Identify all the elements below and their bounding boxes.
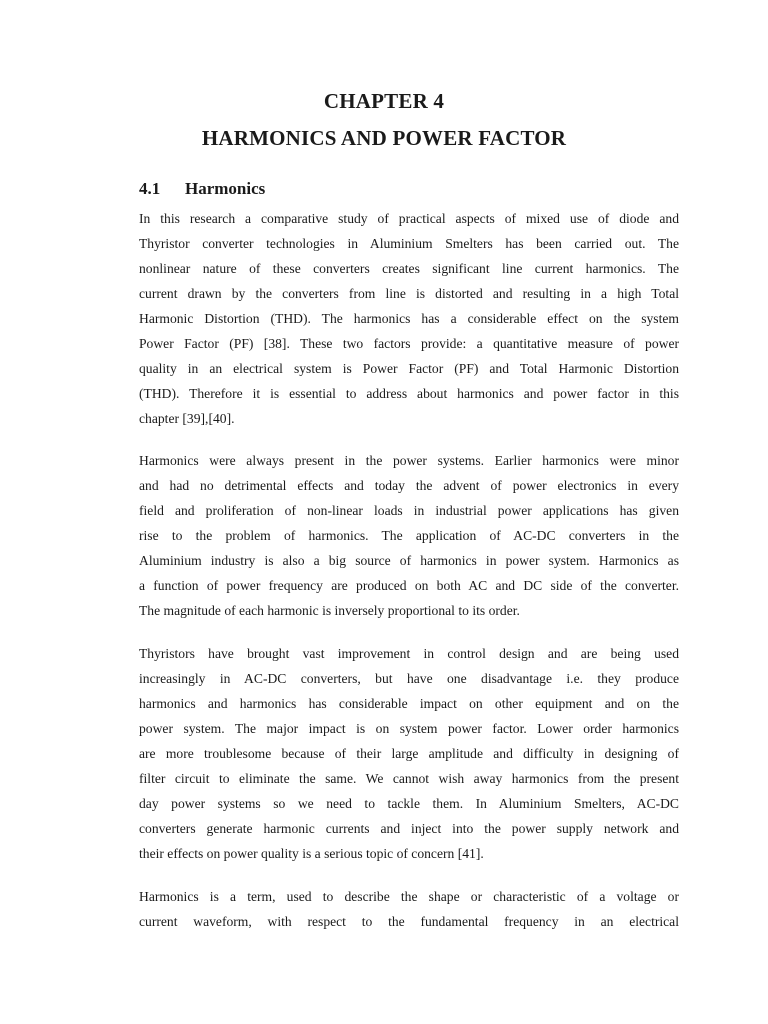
section-title: Harmonics <box>185 179 266 198</box>
paragraph-line: current drawn by the converters from line is distorted and resulting in a high Total <box>139 286 679 301</box>
paragraph-line: chapter [39],[40]. <box>139 411 235 426</box>
paragraph-line: a function of power frequency are produced on both AC and DC side of the converter. <box>139 578 679 593</box>
paragraph-line: and had no detrimental effects and today the advent of power electronics in every <box>139 478 679 493</box>
paragraph-line: day power systems so we need to tackle them. In Aluminium Smelters, AC-DC <box>139 796 679 811</box>
paragraph-line: harmonics and harmonics has considerable impact on other equipment and on the <box>139 696 679 711</box>
paragraph-line: Harmonic Distortion (THD). The harmonics has a considerable effect on the system <box>139 311 679 326</box>
paragraph-1 <box>139 206 679 431</box>
paragraph-line: The magnitude of each harmonic is inversely proportional to its order. <box>139 603 520 618</box>
paragraph-3 <box>139 641 679 866</box>
paragraph-line: In this research a comparative study of practical aspects of mixed use of diode and <box>139 211 679 226</box>
section-number: 4.1 <box>139 179 161 198</box>
paragraph-line: Harmonics is a term, used to describe the shape or characteristic of a voltage or <box>139 889 679 904</box>
paragraph-line: (THD). Therefore it is essential to address about harmonics and power factor in this <box>139 386 679 401</box>
section-heading <box>139 178 265 200</box>
paragraph-line: filter circuit to eliminate the same. We cannot wish away harmonics from the present <box>139 771 679 786</box>
paragraph-line: quality in an electrical system is Power Factor (PF) and Total Harmonic Distortion <box>139 361 679 376</box>
paragraph-line: are more troublesome because of their large amplitude and difficulty in designing of <box>139 746 679 761</box>
paragraph-line: Aluminium industry is also a big source of harmonics in power system. Harmonics as <box>139 553 679 568</box>
paragraph-line: rise to the problem of harmonics. The application of AC-DC converters in the <box>139 528 679 543</box>
chapter-number: CHAPTER 4 <box>323 89 445 113</box>
paragraph-2 <box>139 448 679 623</box>
paragraph-line: Power Factor (PF) [38]. These two factors provide: a quantitative measure of power <box>139 336 679 351</box>
paragraph-line: Harmonics were always present in the power systems. Earlier harmonics were minor <box>139 453 679 468</box>
chapter-title: HARMONICS AND POWER FACTOR <box>201 126 567 150</box>
paragraph-line: nonlinear nature of these converters creates significant line current harmonics. The <box>139 261 679 276</box>
paragraph-line: converters generate harmonic currents and inject into the power supply network and <box>139 821 679 836</box>
paragraph-line: increasingly in AC-DC converters, but have one disadvantage i.e. they produce <box>139 671 679 686</box>
paragraph-line: Thyristor converter technologies in Aluminium Smelters has been carried out. The <box>139 236 679 251</box>
paragraph-4 <box>139 884 679 934</box>
paragraph-line: field and proliferation of non-linear loads in industrial power applications has given <box>139 503 679 518</box>
paragraph-line: Thyristors have brought vast improvement in control design and are being used <box>139 646 679 661</box>
paragraph-line: current waveform, with respect to the fundamental frequency in an electrical <box>139 914 679 929</box>
paragraph-line: power system. The major impact is on system power factor. Lower order harmonics <box>139 721 679 736</box>
paragraph-line: their effects on power quality is a serious topic of concern [41]. <box>139 846 484 861</box>
